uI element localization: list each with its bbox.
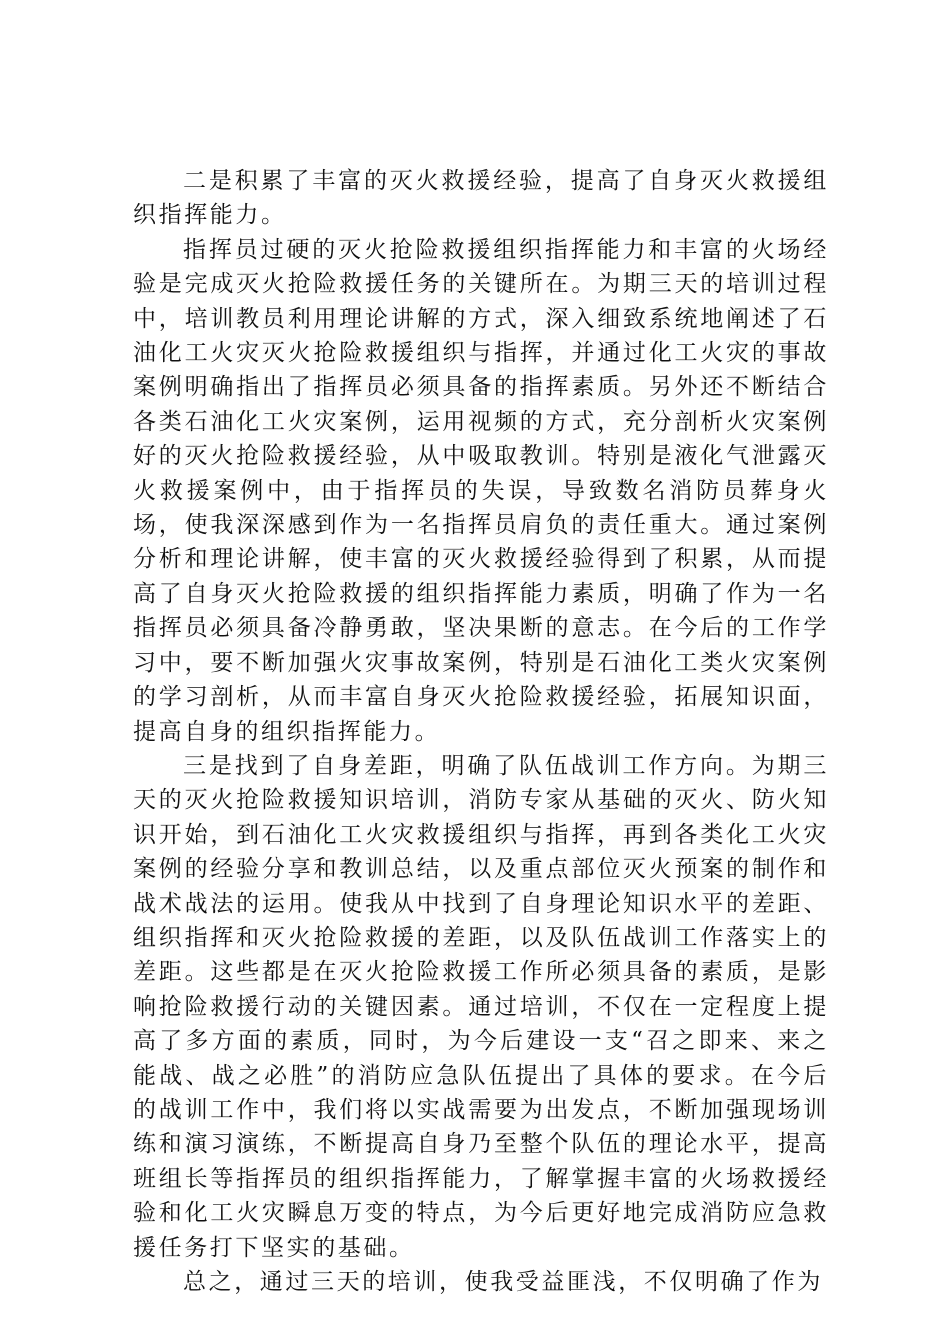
paragraph-2: 指挥员过硬的灭火抢险救援组织指挥能力和丰富的火场经验是完成灭火抢险救援任务的关键所在。为期三天的培训过程中，培训教员利用理论讲解的方式，深入细致系统地阐述了石油化工火灾灭火抢险救援组织与指挥，并通过化工火灾的事故案例明确指出了指挥员必须具备的指挥素质。另外还不断结合各类石油化工火灾案例，运用视频的方式，充分剖析火灾案例好的灭火抢险救援经验，从中吸取教训。特别是液化气泄露灭火救援案例中，由于指挥员的失误，导致数名消防员葬身火场，使我深深感到作为一名指挥员肩负的责任重大。通过案例分析和理论讲解，使丰富的灭火救援经验得到了积累，从而提高了自身灭火抢险救援的组织指挥能力素质，明确了作为一名指挥员必须具备冷静勇敢，坚决果断的意志。在今后的工作学习中，要不断加强火灾事故案例，特别是石油化工类火灾案例的学习剖析，从而丰富自身灭火抢险救援经验，拓展知识面，提高自身的组织指挥能力。 <box>133 236 829 745</box>
paragraph-1: 二是积累了丰富的灭火救援经验，提高了自身灭火救援组织指挥能力。 <box>133 168 829 229</box>
paragraph-4: 总之，通过三天的培训，使我受益匪浅，不仅明确了作为 <box>183 1269 823 1295</box>
body-text <box>133 164 829 1299</box>
paragraph-3: 三是找到了自身差距，明确了队伍战训工作方向。为期三天的灭火抢险救援知识培训，消防专家从基础的灭火、防火知识开始，到石油化工火灾救援组织与指挥，再到各类化工火灾案例的经验分享和教训总结，以及重点部位灭火预案的制作和战术战法的运用。使我从中找到了自身理论知识水平的差距、组织指挥和灭火抢险救援的差距，以及队伍战训工作落实上的差距。这些都是在灭火抢险救援工作所必须具备的素质，是影响抢险救援行动的关键因素。通过培训，不仅在一定程度上提高了多方面的素质，同时，为今后建设一支“召之即来、来之能战、战之必胜”的消防应急队伍提出了具体的要求。在今后的战训工作中，我们将以实战需要为出发点，不断加强现场训练和演习演练，不断提高自身乃至整个队伍的理论水平，提高班组长等指挥员的组织指挥能力，了解掌握丰富的火场救援经验和化工火灾瞬息万变的特点，为今后更好地完成消防应急救援任务打下坚实的基础。 <box>133 752 829 1261</box>
